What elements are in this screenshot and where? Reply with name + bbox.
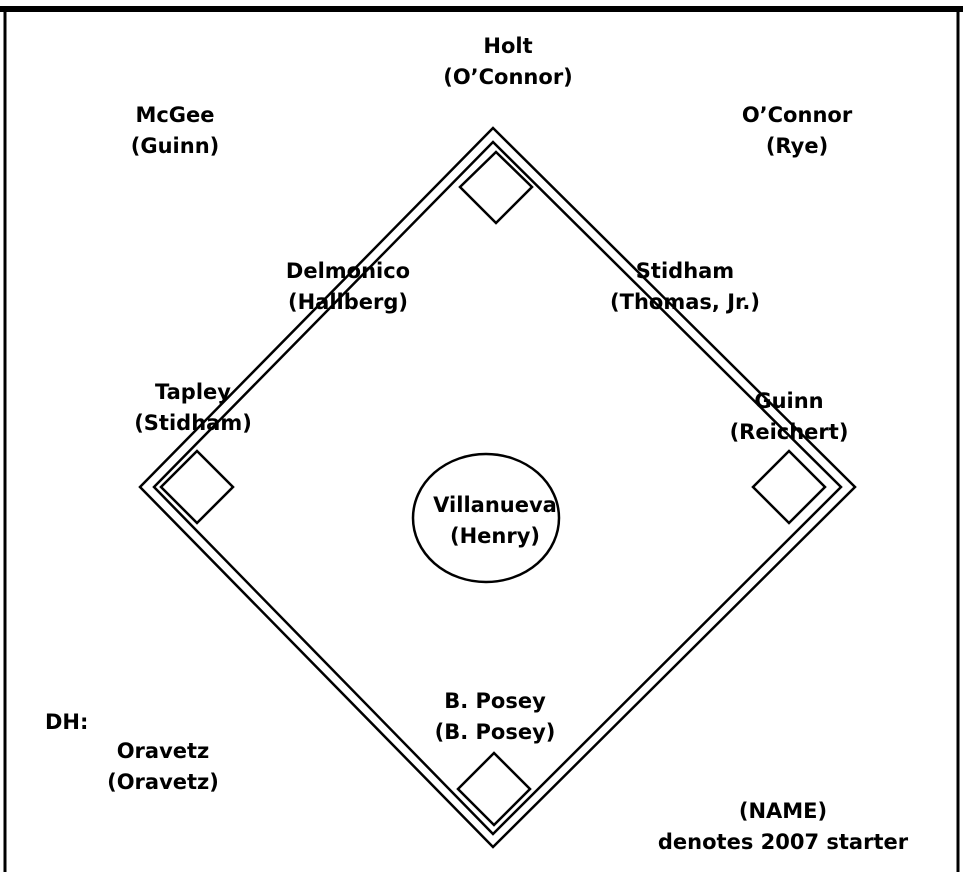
first-base-starter: (Reichert): [729, 420, 849, 444]
second-base-starter: (Thomas, Jr.): [610, 290, 760, 314]
dh-heading: [45, 707, 88, 738]
catcher-starter: (B. Posey): [434, 720, 556, 744]
dh-starter: (Oravetz): [107, 770, 219, 794]
center-field-label: [443, 31, 573, 93]
pitcher-name: Villanueva: [433, 493, 557, 517]
right-field-label: [742, 100, 852, 162]
center-field-starter: (O’Connor): [443, 65, 573, 89]
first-base-name: Guinn: [754, 389, 824, 413]
left-field-starter: (Guinn): [130, 134, 220, 158]
third-base-name: Tapley: [155, 380, 231, 404]
shortstop-name: Delmonico: [285, 259, 411, 283]
pitcher-label: [433, 490, 557, 552]
legend-text: denotes 2007 starter: [657, 830, 909, 854]
third-base-label: [134, 377, 252, 439]
right-field-starter: (Rye): [765, 134, 829, 158]
third-base-bag: [161, 451, 233, 523]
left-field-label: [131, 100, 219, 162]
dh-label-block: [107, 736, 219, 798]
second-base-label: [610, 256, 760, 318]
pitcher-starter: (Henry): [449, 524, 540, 548]
home-plate-bag: [458, 753, 530, 825]
dh-label: DH:: [45, 710, 89, 734]
catcher-name: B. Posey: [444, 689, 546, 713]
shortstop-starter: (Hallberg): [287, 290, 408, 314]
shortstop-label: [286, 256, 410, 318]
left-field-name: McGee: [135, 103, 215, 127]
second-base-bag: [460, 152, 532, 223]
center-field-name: Holt: [483, 34, 533, 58]
third-base-starter: (Stidham): [134, 411, 252, 435]
first-base-label: [730, 386, 849, 448]
legend: [658, 796, 908, 858]
second-base-name: Stidham: [635, 259, 735, 283]
right-field-name: O’Connor: [741, 103, 853, 127]
legend-sample: (NAME): [738, 799, 828, 823]
dh-name: Oravetz: [116, 739, 210, 763]
catcher-label: [435, 686, 556, 748]
